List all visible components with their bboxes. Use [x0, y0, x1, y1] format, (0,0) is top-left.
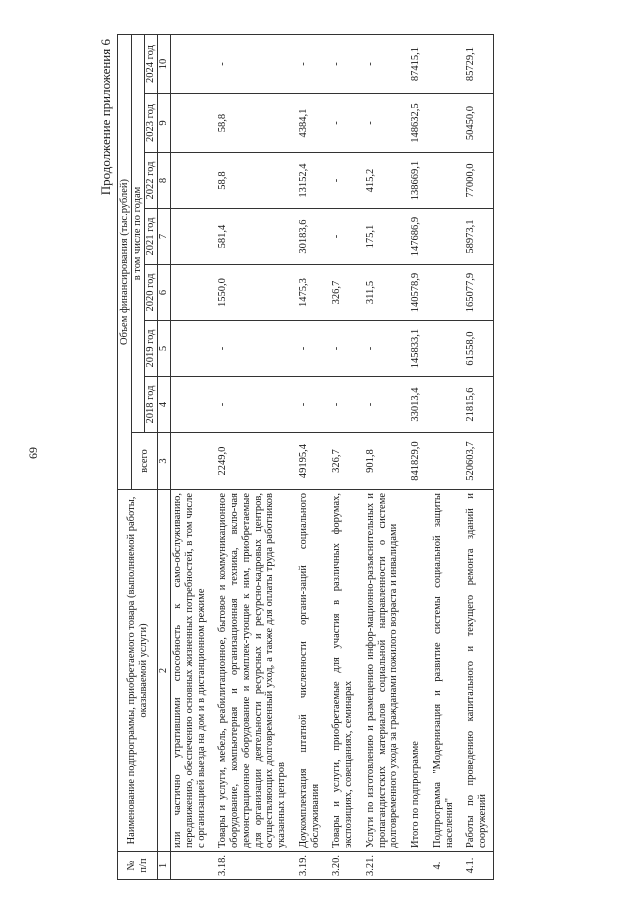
value-2020: 1550,0 [207, 265, 288, 321]
value-2020: 311,5 [355, 265, 400, 321]
value-2020 [422, 265, 456, 321]
value-2022: 77000,0 [455, 153, 493, 209]
value-2024: - [207, 35, 288, 94]
page-number: 69 [26, 447, 40, 459]
value-2021 [422, 209, 456, 265]
value-2018: - [321, 377, 355, 433]
table-row [207, 35, 288, 880]
header-year: 2018 год [145, 377, 158, 433]
rotated-page-content [95, 35, 633, 880]
value-2022: 415,2 [355, 153, 400, 209]
header-year: 2021 год [145, 209, 158, 265]
value-2020 [171, 265, 208, 321]
value-2019: - [288, 321, 322, 377]
value-2018: - [207, 377, 288, 433]
row-total [171, 433, 208, 490]
value-2023: - [355, 94, 400, 153]
column-number: 7 [158, 209, 171, 265]
row-number [171, 852, 208, 880]
row-number: 4.1. [455, 852, 493, 880]
row-number [400, 852, 422, 880]
table-body [171, 35, 494, 880]
row-number: 3.19. [288, 852, 322, 880]
row-total: 520603,7 [455, 433, 493, 490]
header-year: 2020 год [145, 265, 158, 321]
header-year: 2024 год [145, 35, 158, 94]
table-row [455, 35, 493, 880]
row-number: 4. [422, 852, 456, 880]
row-total: 49195,4 [288, 433, 322, 490]
value-2021: 147686,9 [400, 209, 422, 265]
value-2021: 30183,6 [288, 209, 322, 265]
appendix-continuation-title: Продолжение приложения 6 [98, 39, 113, 196]
value-2023: 50450,0 [455, 94, 493, 153]
value-2021 [171, 209, 208, 265]
value-2020: 326,7 [321, 265, 355, 321]
value-2024: - [288, 35, 322, 94]
header-funding: Объем финансирования (тыс.рублей) [118, 35, 132, 490]
row-name: Товары и услуги, мебель, реабилитационное, бытовое и коммуникационное оборудование, компьютерная и организационная техника, вклю-чая демонстрационное оборудование и комплек-тующие к ним, приобретаемые для организации деятельности ресурсных и ресурсно-кадровых центров, осуществляющих долговременный уход, а также для оплаты труда работников указанных центров [207, 490, 288, 852]
value-2019: 145833,1 [400, 321, 422, 377]
value-2022: 58,8 [207, 153, 288, 209]
value-2018 [422, 377, 456, 433]
row-total: 841829,0 [400, 433, 422, 490]
row-name: Итого по подпрограмме [400, 490, 422, 852]
header-year: 2022 год [145, 153, 158, 209]
value-2019: - [207, 321, 288, 377]
row-name: Товары и услуги, приобретаемые для участия в различных форумах, экспозициях, совещаниях, семинарах [321, 490, 355, 852]
value-2019: - [355, 321, 400, 377]
value-2024: - [321, 35, 355, 94]
column-number: 2 [158, 490, 171, 852]
row-total [422, 433, 456, 490]
value-2021: - [321, 209, 355, 265]
row-number: 3.20. [321, 852, 355, 880]
value-2018: - [355, 377, 400, 433]
table-row [355, 35, 400, 880]
value-2018: 33013,4 [400, 377, 422, 433]
value-2022: - [321, 153, 355, 209]
column-number: 3 [158, 433, 171, 490]
value-2019: 61558,0 [455, 321, 493, 377]
value-2024: 87415,1 [400, 35, 422, 94]
value-2024 [171, 35, 208, 94]
header-year: 2019 год [145, 321, 158, 377]
row-number: 3.21. [355, 852, 400, 880]
column-number: 1 [158, 852, 171, 880]
funding-table [117, 34, 494, 880]
value-2022: 13152,4 [288, 153, 322, 209]
value-2018: - [288, 377, 322, 433]
value-2023: 148632,5 [400, 94, 422, 153]
column-number: 8 [158, 153, 171, 209]
value-2020: 165077,9 [455, 265, 493, 321]
header-year: 2023 год [145, 94, 158, 153]
table-row [422, 35, 456, 880]
value-2020: 1475,3 [288, 265, 322, 321]
value-2021: 581,4 [207, 209, 288, 265]
column-number: 6 [158, 265, 171, 321]
table-row [288, 35, 322, 880]
value-2019 [422, 321, 456, 377]
row-total: 2249,0 [207, 433, 288, 490]
value-2023 [422, 94, 456, 153]
value-2021: 175,1 [355, 209, 400, 265]
table-row [321, 35, 355, 880]
value-2023: 58,8 [207, 94, 288, 153]
value-2018: 21815,6 [455, 377, 493, 433]
value-2024 [422, 35, 456, 94]
value-2020: 140578,9 [400, 265, 422, 321]
row-name: или частично утратившими способность к само-обслуживанию, передвижению, обеспечению основных жизненных потребностей, в том числе с организацией выезда на дом и в дистанционном режиме [171, 490, 208, 852]
value-2018 [171, 377, 208, 433]
column-number: 5 [158, 321, 171, 377]
row-total: 901,8 [355, 433, 400, 490]
row-name: Работы по проведению капитального и текущего ремонта зданий и сооружений [455, 490, 493, 852]
row-name: Услуги по изготовлению и размещению инфор-мационно-разъяснительных и пропагандистских материалов социальной направленности о системе долговременного ухода за гражданами пожилого возраста и инвалидами [355, 490, 400, 852]
table-row [400, 35, 422, 880]
row-total: 326,7 [321, 433, 355, 490]
value-2021: 58973,1 [455, 209, 493, 265]
row-name: Подпрограмма "Модернизация и развитие системы социальной защиты населения" [422, 490, 456, 852]
value-2019 [171, 321, 208, 377]
value-2022 [171, 153, 208, 209]
header-num: № п/п [118, 852, 158, 880]
table-row [171, 35, 208, 880]
value-2023: 4384,1 [288, 94, 322, 153]
row-name: Доукомплектация штатной численности органи-заций социального обслуживания [288, 490, 322, 852]
value-2022: 138669,1 [400, 153, 422, 209]
value-2019: - [321, 321, 355, 377]
value-2022 [422, 153, 456, 209]
column-number: 9 [158, 94, 171, 153]
value-2023: - [321, 94, 355, 153]
column-number: 10 [158, 35, 171, 94]
value-2024: - [355, 35, 400, 94]
header-incl-years: в том числе по годам [132, 35, 144, 433]
header-name: Наименование подпрограммы, приобретаемого товара (выполняемой работы, оказываемой услуги) [118, 490, 158, 852]
value-2024: 85729,1 [455, 35, 493, 94]
value-2023 [171, 94, 208, 153]
row-number: 3.18. [207, 852, 288, 880]
header-total: всего [132, 433, 158, 490]
column-number: 4 [158, 377, 171, 433]
